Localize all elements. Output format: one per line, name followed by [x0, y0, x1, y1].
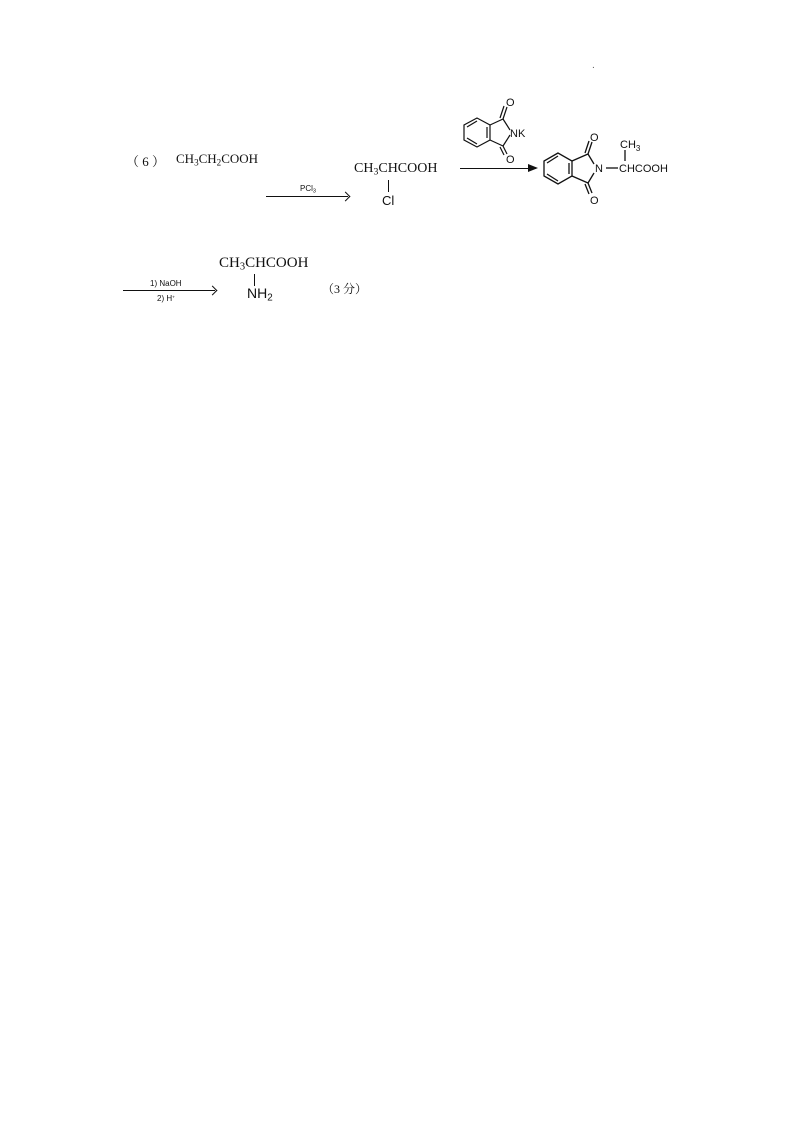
phthalimide-nk: NK	[510, 128, 526, 140]
reagent-h-plus: +	[172, 295, 175, 301]
product-ch3-sub: 3	[635, 144, 641, 153]
phthalimide-o-top: O	[506, 97, 515, 109]
chloro-sub3: 3	[373, 166, 379, 178]
reagent-acid	[157, 294, 175, 303]
reaction-arrow-1	[266, 196, 348, 197]
reaction-arrow-3	[123, 290, 215, 291]
header-mark: .	[592, 60, 595, 71]
product-o-top: O	[590, 132, 599, 144]
reagent-pcl-sub: 3	[312, 188, 317, 195]
potassium-phthalimide-structure	[455, 92, 550, 164]
alanine-nh: NH	[247, 285, 268, 301]
reagent-pcl: PCl	[300, 184, 313, 193]
product-ch3	[620, 139, 641, 153]
alanine-ch: CH	[219, 255, 240, 271]
part-label: （ 6 ）	[126, 154, 166, 169]
phthalimide-o-bottom: O	[506, 154, 515, 164]
alanine-nh2	[247, 285, 273, 304]
chloro-ch: CH	[354, 161, 374, 176]
reagent-pcl3	[300, 184, 316, 193]
product-o-bottom: O	[590, 195, 599, 207]
chloro-bond	[388, 180, 389, 192]
product-n: N	[595, 163, 603, 175]
product-alanine	[219, 255, 308, 272]
reactant-cooh: COOH	[221, 151, 259, 166]
alanine-nh-sub: 2	[267, 292, 273, 304]
reactant-sub2: 2	[216, 157, 222, 168]
chloro-chcooh: CHCOOH	[378, 161, 438, 176]
score-note: （3 分）	[322, 282, 368, 296]
product-chain: CHCOOH	[619, 163, 668, 175]
product-chloro-acid	[354, 161, 437, 177]
chloro-cl: Cl	[382, 193, 395, 208]
reactant-sub3: 3	[194, 157, 199, 168]
alanine-sub3: 3	[239, 261, 246, 273]
reaction-arrow-2	[460, 168, 536, 169]
phthalimido-propanoic-acid-structure	[538, 128, 684, 208]
product-ch3-ch: CH	[620, 139, 636, 151]
alanine-chcooh: CHCOOH	[245, 255, 309, 271]
reagent-h: 2) H	[157, 294, 173, 303]
reactant-ch: CH	[176, 151, 195, 166]
reagent-naoh: 1) NaOH	[150, 279, 182, 288]
reactant-propanoic-acid	[176, 151, 258, 167]
reactant-ch2: CH	[198, 151, 217, 166]
